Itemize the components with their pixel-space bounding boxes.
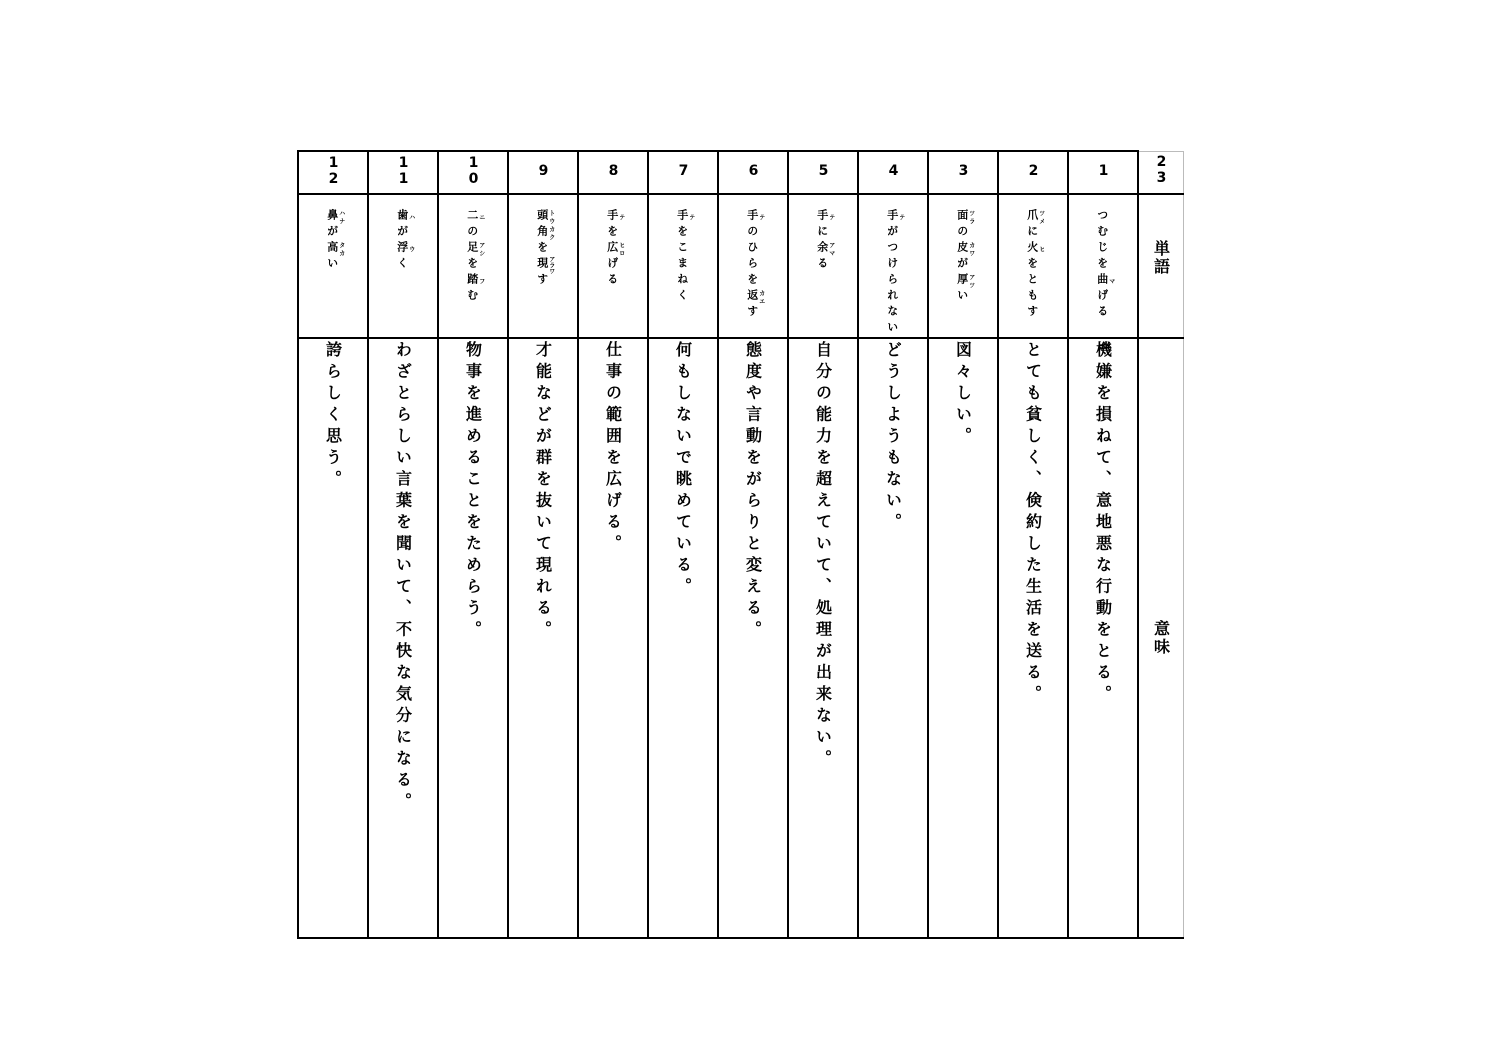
furigana: 踏 フ (465, 273, 485, 289)
entry-number: 5 (815, 162, 832, 179)
furigana: 高 タカ (325, 241, 345, 257)
corner-number-cell (1138, 151, 1184, 194)
meaning-cell (578, 338, 648, 938)
entry-number: 11 (395, 154, 412, 187)
meaning-text: とても貧しく、倹約した生活を送る。 (1023, 341, 1043, 707)
meaning-text: 自分の能力を超えていて、処理が出来ない。 (813, 341, 833, 771)
word-text: 頭角 トウカクを現 アラワす (535, 209, 555, 289)
furigana: 頭角 トウカク (535, 209, 555, 241)
word-text: 二 ニの足 アシを踏 フむ (465, 209, 485, 305)
corner-number: 23 (1153, 154, 1170, 187)
word-text: 鼻 ハナが高 タカい (325, 209, 345, 273)
entry-number: 1 (1095, 162, 1112, 179)
entry-number-cell (298, 151, 368, 194)
meaning-cell (508, 338, 578, 938)
meaning-text: 仕事の範囲を広げる。 (603, 341, 623, 556)
entry-number-cell (648, 151, 718, 194)
word-text: 手 テがつけられない (885, 209, 905, 337)
meaning-column-label: 意味 (1151, 620, 1171, 656)
word-cell (998, 194, 1068, 338)
meaning-text: 物事を進めることをためらう。 (463, 341, 483, 642)
meaning-cell (858, 338, 928, 938)
word-cell (718, 194, 788, 338)
meaning-cell (788, 338, 858, 938)
meaning-cell (998, 338, 1068, 938)
furigana: 現 アラワ (535, 256, 555, 274)
furigana: 手 テ (745, 209, 765, 225)
word-text: 手 テのひらを返 カエす (745, 209, 765, 321)
entry-number-cell (368, 151, 438, 194)
word-text: 手 テを広 ヒロげる (605, 209, 625, 289)
entry-number: 8 (605, 162, 622, 179)
meaning-cell (718, 338, 788, 938)
word-row (298, 194, 1184, 338)
vocabulary-table (297, 150, 1184, 939)
word-cell (578, 194, 648, 338)
entry-number: 6 (745, 162, 762, 179)
word-cell (298, 194, 368, 338)
meaning-row (298, 338, 1184, 938)
word-text: 歯 ハが浮 ウく (395, 209, 415, 273)
word-text: つむじを曲 マげる (1095, 209, 1115, 321)
furigana: 浮 ウ (395, 241, 415, 257)
word-text: 面 ツラの皮 カワが厚 アツい (955, 209, 975, 305)
meaning-text: 態度や言動をがらりと変える。 (743, 341, 763, 642)
entry-number: 12 (325, 154, 342, 187)
furigana: 曲 マ (1095, 273, 1115, 289)
furigana: 鼻 ハナ (325, 209, 345, 225)
meaning-text: 誇らしく思う。 (323, 341, 343, 492)
meaning-cell (928, 338, 998, 938)
meaning-text: 何もしないで眺めている。 (673, 341, 693, 599)
furigana: 皮 カワ (955, 241, 975, 257)
word-cell (1068, 194, 1138, 338)
entry-number: 4 (885, 162, 902, 179)
meaning-text: 図々しい。 (953, 341, 973, 449)
entry-number: 3 (955, 162, 972, 179)
meaning-text: どうしようもない。 (883, 341, 903, 535)
furigana: 手 テ (815, 209, 835, 225)
word-cell (648, 194, 718, 338)
word-label-cell (1138, 194, 1184, 338)
entry-number-cell (438, 151, 508, 194)
meaning-cell (1068, 338, 1138, 938)
word-cell (928, 194, 998, 338)
furigana: 面 ツラ (955, 209, 975, 225)
meaning-cell (298, 338, 368, 938)
entry-number: 7 (675, 162, 692, 179)
word-cell (788, 194, 858, 338)
furigana: 二 ニ (465, 209, 485, 225)
entry-number-cell (928, 151, 998, 194)
meaning-text: 機嫌を損ねて、意地悪な行動をとる。 (1093, 341, 1113, 707)
word-column-label: 単語 (1151, 240, 1171, 276)
meaning-cell (648, 338, 718, 938)
word-cell (858, 194, 928, 338)
word-cell (508, 194, 578, 338)
meaning-text: 才能などが群を抜いて現れる。 (533, 341, 553, 642)
word-text: 手 テをこまねく (675, 209, 695, 305)
furigana: 足 アシ (465, 241, 485, 257)
furigana: 厚 アツ (955, 273, 975, 289)
furigana: 火 ヒ (1025, 241, 1045, 257)
word-cell (438, 194, 508, 338)
meaning-cell (368, 338, 438, 938)
furigana: 手 テ (605, 209, 625, 225)
entry-number-cell (1068, 151, 1138, 194)
furigana: 歯 ハ (395, 209, 415, 225)
furigana: 余 アマ (815, 241, 835, 257)
entry-number-cell (998, 151, 1068, 194)
entry-number: 10 (465, 154, 482, 187)
entry-number-cell (508, 151, 578, 194)
entry-number: 2 (1025, 162, 1042, 179)
number-row (298, 151, 1184, 194)
entry-number-cell (858, 151, 928, 194)
entry-number: 9 (535, 162, 552, 179)
meaning-text: わざとらしい言葉を聞いて、不快な気分になる。 (393, 341, 413, 814)
furigana: 広 ヒロ (605, 241, 625, 257)
furigana: 手 テ (885, 209, 905, 225)
furigana: 返 カエ (745, 289, 765, 305)
word-text: 爪 ツメに火 ヒをともす (1025, 209, 1045, 321)
furigana: 爪 ツメ (1025, 209, 1045, 225)
entry-number-cell (788, 151, 858, 194)
word-cell (368, 194, 438, 338)
meaning-label-cell (1138, 338, 1184, 938)
furigana: 手 テ (675, 209, 695, 225)
word-text: 手 テに余 アマる (815, 209, 835, 273)
entry-number-cell (718, 151, 788, 194)
entry-number-cell (578, 151, 648, 194)
meaning-cell (438, 338, 508, 938)
